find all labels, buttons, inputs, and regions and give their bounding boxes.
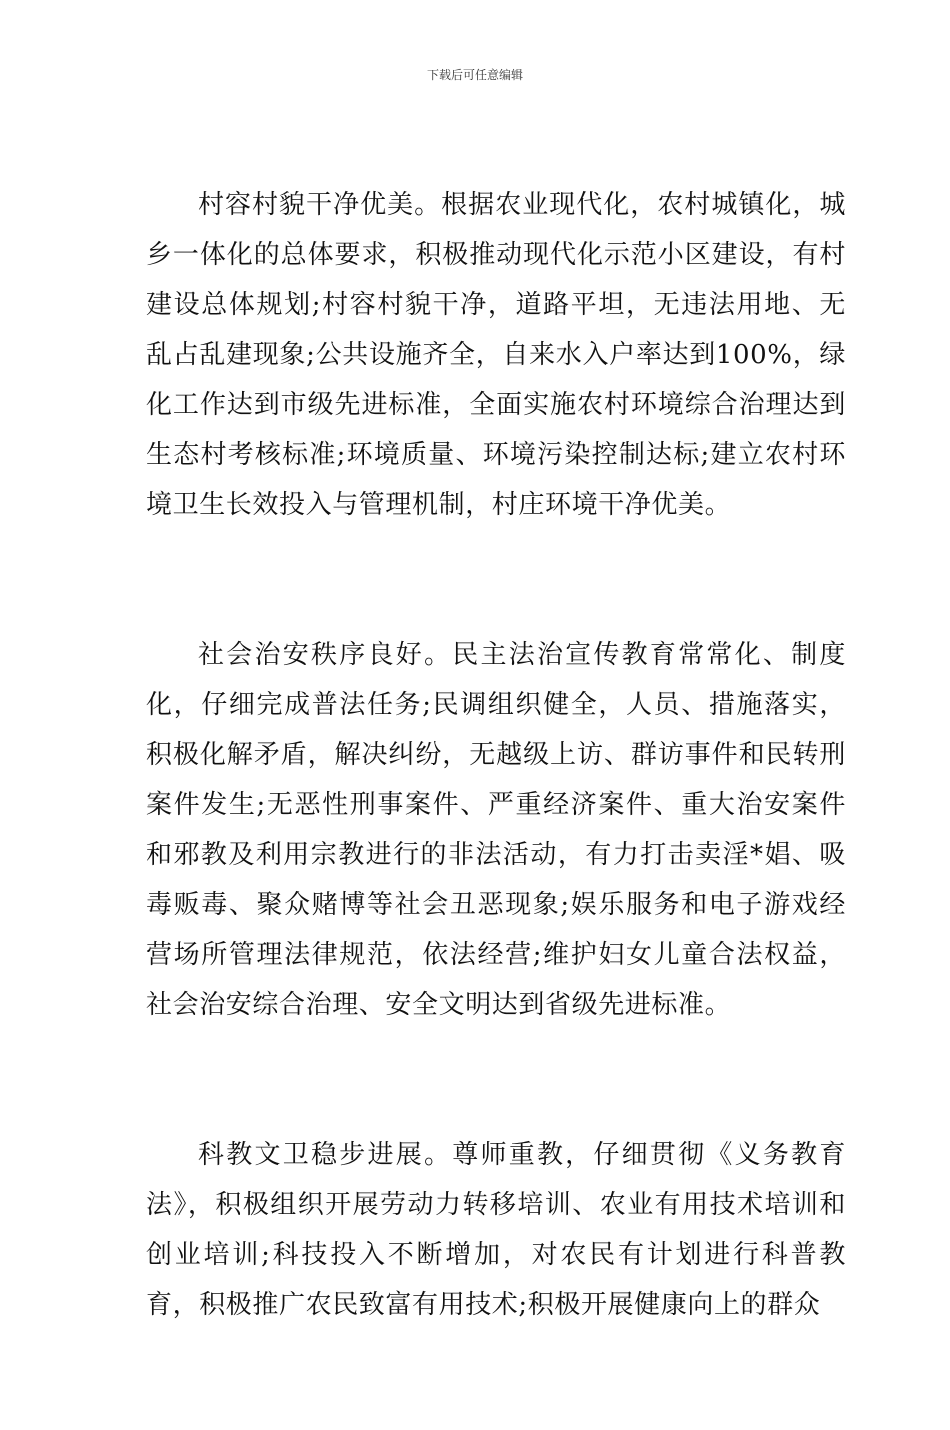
document-body [146,180,846,1430]
paragraph-public-security: 社会治安秩序良好。民主法治宣传教育常常化、制度化，仔细完成普法任务;民调组织健全，人员、措施落实，积极化解矛盾，解决纠纷，无越级上访、群访事件和民转刑案件发生;无恶性刑事案件、严重经济案件、重大治安案件和邪教及利用宗教进行的非法活动，有力打击卖淫*娼、吸毒贩毒、聚众赌博等社会丑恶现象;娱乐服务和电子游戏经营场所管理法律规范，依法经营;维护妇女儿童合法权益，社会治安综合治理、安全文明达到省级先进标准。 [146,640,846,1020]
page-header: 下载后可任意编辑 [426,68,523,82]
paragraph-science-education: 科教文卫稳步进展。尊师重教，仔细贯彻《义务教育法》，积极组织开展劳动力转移培训、农业有用技术培训和创业培训;科技投入不断增加，对农民有计划进行科普教育，积极推广农民致富有用技术;积极开展健康向上的群众 [146,1140,846,1320]
paragraph-village-appearance: 村容村貌干净优美。根据农业现代化，农村城镇化，城乡一体化的总体要求，积极推动现代化示范小区建设，有村建设总体规划;村容村貌干净，道路平坦，无违法用地、无乱占乱建现象;公共设施齐全，自来水入户率达到100%，绿化工作达到市级先进标准，全面实施农村环境综合治理达到生态村考核标准;环境质量、环境污染控制达标;建立农村环境卫生长效投入与管理机制，村庄环境干净优美。 [146,190,846,520]
